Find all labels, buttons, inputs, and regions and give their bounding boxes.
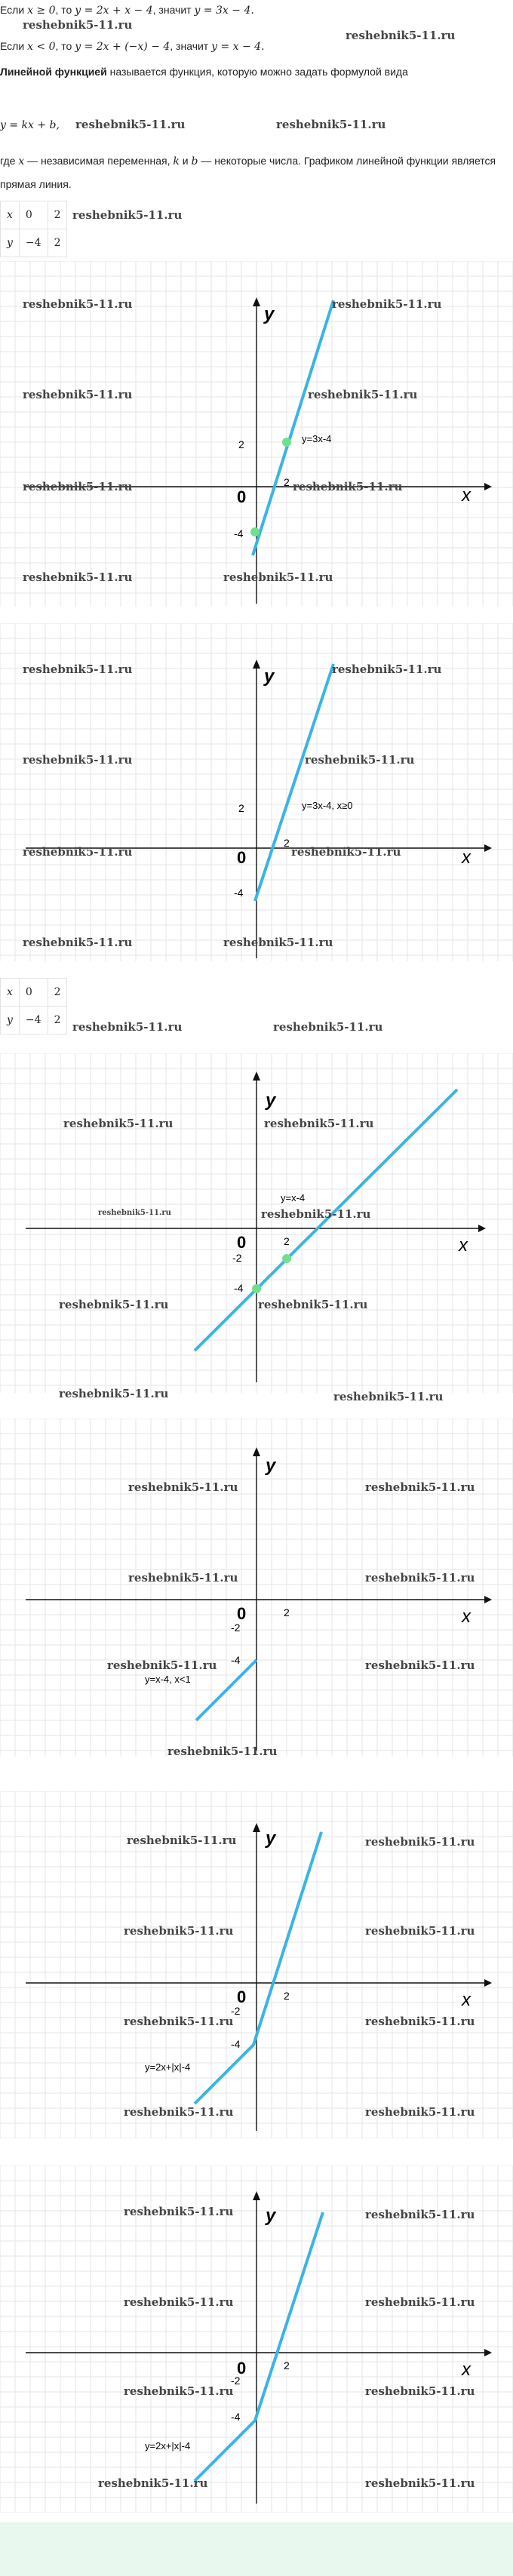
- formula: y = kx + b,: [0, 119, 60, 131]
- y-axis-arrow: [253, 1823, 260, 1832]
- watermark: reshebnik5-11.ru: [365, 2476, 475, 2490]
- intro-text: , то: [55, 40, 75, 52]
- watermark: reshebnik5-11.ru: [63, 1117, 174, 1130]
- x-axis-arrow: [484, 1596, 492, 1603]
- math-expression: x < 0: [27, 41, 56, 53]
- function-line: [253, 300, 333, 555]
- explanation-text: где: [0, 155, 19, 167]
- tick-label: 2: [284, 1235, 290, 1247]
- tick-label: 2: [284, 476, 290, 488]
- tick-label: -2: [231, 2005, 241, 2017]
- watermark: reshebnik5-11.ru: [124, 2015, 234, 2028]
- watermark: reshebnik5-11.ru: [223, 570, 333, 584]
- table-row: [1, 1007, 67, 1034]
- value-table: [0, 978, 67, 1034]
- math-expression: x ≥ 0: [27, 5, 56, 17]
- axis-label-y: y: [266, 1828, 276, 1849]
- intro-text: , то: [55, 4, 75, 16]
- watermark: reshebnik5-11.ru: [332, 662, 442, 676]
- table-header: x: [1, 201, 20, 229]
- graph-point: [282, 438, 291, 447]
- origin-label: 0: [237, 487, 247, 506]
- table-cell: −4: [19, 229, 48, 257]
- footer-band: [0, 2522, 513, 2576]
- y-axis-arrow: [253, 1071, 260, 1081]
- tick-label: -4: [231, 2038, 241, 2050]
- watermark: reshebnik5-11.ru: [98, 2476, 208, 2490]
- watermark: reshebnik5-11.ru: [365, 1480, 475, 1494]
- explanation-text: — некоторые числа. Графиком линейной функции является прямая линия.: [0, 155, 496, 190]
- math-expression: y = x − 4.: [211, 41, 265, 53]
- watermark: reshebnik5-11.ru: [293, 480, 403, 493]
- math-expression: y = 2x + x − 4: [75, 5, 153, 17]
- math-expression: y = 2x + (−x) − 4: [75, 41, 170, 53]
- graph-2: [0, 623, 513, 961]
- watermark: reshebnik5-11.ru: [258, 1298, 368, 1311]
- graph-1: [0, 261, 513, 607]
- axis-label-y: y: [264, 304, 275, 324]
- axis-label-x: x: [462, 2359, 471, 2380]
- watermark: reshebnik5-11.ru: [365, 1835, 475, 1849]
- watermark: reshebnik5-11.ru: [365, 1658, 475, 1672]
- intro-text: Если: [0, 4, 28, 16]
- watermark: reshebnik5-11.ru: [23, 388, 133, 401]
- watermark: reshebnik5-11.ru: [23, 480, 133, 493]
- tick-label: -4: [231, 1654, 241, 1666]
- watermark: reshebnik5-11.ru: [167, 1744, 278, 1758]
- math-var: x: [18, 155, 25, 168]
- tick-label: -4: [234, 887, 244, 899]
- axis-label-x: x: [462, 847, 471, 868]
- watermark: reshebnik5-11.ru: [127, 1834, 237, 1847]
- watermark: reshebnik5-11.ru: [332, 297, 442, 311]
- y-axis-arrow: [253, 297, 260, 306]
- watermark: reshebnik5-11.ru: [308, 388, 418, 401]
- origin-label: 0: [237, 848, 247, 867]
- explanation-text: — независимая переменная,: [24, 155, 174, 167]
- watermark: reshebnik5-11.ru: [264, 1117, 374, 1130]
- watermark: reshebnik5-11.ru: [124, 1924, 234, 1938]
- watermark: reshebnik5-11.ru: [59, 1298, 169, 1311]
- watermark: reshebnik5-11.ru: [72, 1020, 183, 1034]
- axis-label-y: y: [266, 1090, 276, 1111]
- table-cell: 0: [19, 201, 48, 229]
- function-label: y=x-4: [281, 1192, 306, 1203]
- tick-label: -4: [231, 2411, 241, 2423]
- math-expression: y = 3x − 4.: [194, 5, 254, 17]
- origin-label: 0: [237, 1233, 247, 1252]
- watermark: reshebnik5-11.ru: [75, 118, 186, 131]
- tick-label: -2: [232, 1252, 242, 1264]
- table-cell: 2: [48, 1007, 67, 1034]
- intro-text: Если: [0, 40, 28, 52]
- watermark: reshebnik5-11.ru: [365, 1571, 475, 1585]
- origin-label: 0: [237, 2359, 247, 2378]
- graph-5: [0, 1791, 513, 2138]
- function-label: y=2x+|x|-4: [145, 2061, 191, 2073]
- tick-label: 2: [284, 1606, 290, 1618]
- intro-text: , значит: [152, 4, 195, 16]
- x-axis-arrow: [484, 2349, 492, 2356]
- axis-label-x: x: [459, 1235, 468, 1256]
- watermark: reshebnik5-11.ru: [273, 1020, 383, 1034]
- tick-label: 2: [284, 2359, 290, 2372]
- axis-label-x: x: [462, 1990, 471, 2010]
- table-cell: 2: [48, 201, 67, 229]
- axis-label-y: y: [264, 666, 275, 687]
- explanation-paragraph: [0, 149, 498, 195]
- x-axis-arrow: [484, 844, 492, 852]
- value-table: [0, 201, 67, 257]
- intro-line-1: [0, 3, 513, 17]
- x-axis-arrow: [478, 1225, 486, 1232]
- watermark: reshebnik5-11.ru: [23, 662, 133, 676]
- explanation-text: и: [179, 155, 192, 167]
- watermark: reshebnik5-11.ru: [128, 1571, 238, 1585]
- math-var: k: [173, 155, 180, 168]
- watermark: reshebnik5-11.ru: [124, 2384, 234, 2398]
- table-cell: 0: [19, 979, 48, 1007]
- graph-point: [250, 527, 260, 536]
- graph-svg: [0, 1419, 513, 1757]
- function-label: y=3x-4: [302, 433, 332, 444]
- x-axis-arrow: [484, 1979, 492, 1987]
- definition-term: Линейной функцией: [0, 66, 107, 78]
- tick-label: 2: [238, 802, 244, 814]
- origin-label: 0: [237, 1604, 247, 1623]
- table-header: x: [1, 979, 20, 1007]
- watermark: reshebnik5-11.ru: [72, 208, 183, 222]
- table-header: y: [1, 229, 20, 257]
- tick-label: -4: [234, 527, 244, 539]
- function-line: [255, 664, 333, 901]
- tick-label: 2: [284, 837, 290, 849]
- watermark: reshebnik5-11.ru: [346, 29, 456, 42]
- definition-text: называется функция, которую можно задать формулой вида: [106, 66, 408, 78]
- axis-label-x: x: [462, 485, 471, 506]
- origin-label: 0: [237, 1987, 247, 2006]
- watermark: reshebnik5-11.ru: [365, 2384, 475, 2398]
- watermark: reshebnik5-11.ru: [124, 2105, 234, 2119]
- watermark: reshebnik5-11.ru: [365, 2295, 475, 2309]
- x-axis-arrow: [484, 483, 492, 490]
- watermark: reshebnik5-11.ru: [23, 753, 133, 767]
- axis-label-y: y: [266, 1456, 276, 1476]
- graph-3: [0, 1053, 513, 1403]
- table-header: y: [1, 1007, 20, 1034]
- watermark: reshebnik5-11.ru: [107, 1658, 217, 1672]
- watermark: reshebnik5-11.ru: [365, 2105, 475, 2119]
- watermark: reshebnik5-11.ru: [365, 2208, 475, 2221]
- math-var: b: [191, 155, 198, 168]
- axis-label-y: y: [266, 2206, 276, 2226]
- watermark: reshebnik5-11.ru: [365, 1924, 475, 1938]
- graph-point: [252, 1284, 261, 1293]
- graph-6: [0, 2166, 513, 2513]
- graph-svg: [0, 261, 513, 607]
- watermark: reshebnik5-11.ru: [333, 1390, 444, 1403]
- function-label: y=x-4, x<1: [145, 1674, 191, 1685]
- watermark: reshebnik5-11.ru: [124, 2205, 234, 2218]
- watermark: reshebnik5-11.ru: [59, 1387, 169, 1400]
- tick-label: -2: [231, 2375, 241, 2387]
- tick-label: -4: [234, 1282, 244, 1294]
- intro-text: , значит: [170, 40, 212, 52]
- definition-paragraph: [0, 60, 498, 83]
- graph-svg: [0, 1053, 513, 1393]
- table-row: [1, 229, 67, 257]
- watermark: reshebnik5-11.ru: [124, 2295, 234, 2309]
- watermark: reshebnik5-11.ru: [305, 753, 415, 767]
- watermark: reshebnik5-11.ru: [23, 936, 133, 949]
- watermark: reshebnik5-11.ru: [23, 845, 133, 859]
- watermark: reshebnik5-11.ru: [276, 118, 386, 131]
- watermark: reshebnik5-11.ru: [23, 18, 133, 32]
- watermark: reshebnik5-11.ru: [291, 845, 401, 859]
- tick-label: 2: [284, 1990, 290, 2002]
- graph-point: [282, 1254, 291, 1263]
- table-row: [1, 201, 67, 229]
- watermark: reshebnik5-11.ru: [365, 2015, 475, 2028]
- watermark: reshebnik5-11.ru: [23, 297, 133, 311]
- function-label: y=2x+|x|-4: [145, 2440, 191, 2452]
- watermark: reshebnik5-11.ru: [261, 1207, 371, 1221]
- tick-label: 2: [238, 438, 244, 450]
- y-axis-arrow: [253, 659, 260, 669]
- watermark: reshebnik5-11.ru: [23, 570, 133, 584]
- watermark: reshebnik5-11.ru: [98, 1209, 171, 1217]
- table-cell: 2: [48, 979, 67, 1007]
- function-label: y=3x-4, x≥0: [302, 800, 353, 811]
- graph-4: [0, 1419, 513, 1757]
- watermark: reshebnik5-11.ru: [223, 936, 333, 949]
- table-row: [1, 979, 67, 1007]
- watermark: reshebnik5-11.ru: [128, 1480, 238, 1494]
- tick-label: -2: [231, 1622, 241, 1634]
- table-cell: 2: [48, 229, 67, 257]
- axis-label-x: x: [462, 1606, 471, 1627]
- table-cell: −4: [19, 1007, 48, 1034]
